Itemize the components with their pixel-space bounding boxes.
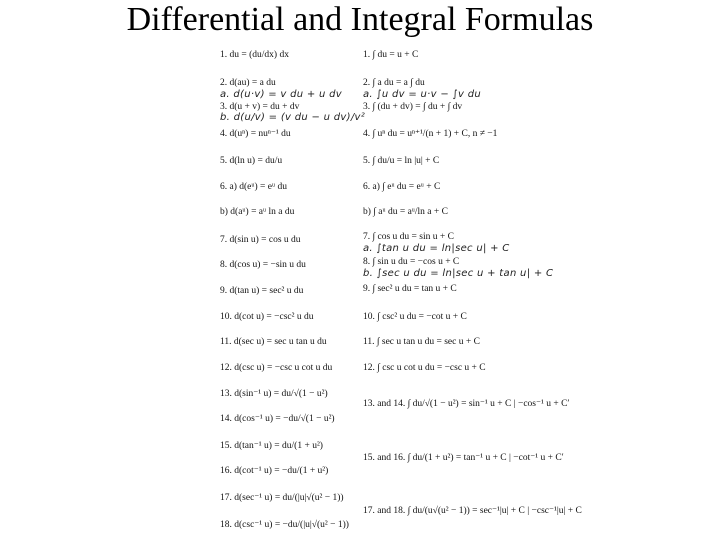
formula-row: 13. and 14. ∫ du/√(1 − u²) = sin⁻¹ u + C | −cos⁻¹ u + C′ bbox=[363, 399, 570, 409]
formula-row: 11. ∫ sec u tan u du = sec u + C bbox=[363, 337, 480, 347]
formula-row: 11. d(sec u) = sec u tan u du bbox=[220, 337, 327, 347]
formula-row: 6. a) ∫ eᵘ du = eᵘ + C bbox=[363, 182, 441, 192]
handwritten-formula: a. ∫tan u du = ln|sec u| + C bbox=[363, 243, 510, 254]
formula-row: 17. d(sec⁻¹ u) = du/(|u|√(u² − 1)) bbox=[220, 493, 344, 503]
formula-row: 7. d(sin u) = cos u du bbox=[220, 235, 301, 245]
formula-row: 7. ∫ cos u du = sin u + C bbox=[363, 232, 454, 242]
formula-row: 10. ∫ csc² u du = −cot u + C bbox=[363, 312, 467, 322]
formula-row: 3. ∫ (du + dv) = ∫ du + ∫ dv bbox=[363, 102, 463, 112]
formula-row: 10. d(cot u) = −csc² u du bbox=[220, 312, 314, 322]
formula-row: 1. du = (du/dx) dx bbox=[220, 50, 289, 60]
handwritten-formula: a. d(u·v) = v du + u dv bbox=[220, 89, 343, 100]
handwritten-formula: b. ∫sec u du = ln|sec u + tan u| + C bbox=[363, 268, 554, 279]
formula-row: b) ∫ aᵘ du = aᵘ/ln a + C bbox=[363, 207, 448, 217]
formula-row: 15. and 16. ∫ du/(1 + u²) = tan⁻¹ u + C | −cot⁻¹ u + C′ bbox=[363, 453, 564, 463]
formula-row: 17. and 18. ∫ du/(u√(u² − 1)) = sec⁻¹|u| + C | −csc⁻¹|u| + C bbox=[363, 506, 582, 516]
formula-row: 13. d(sin⁻¹ u) = du/√(1 − u²) bbox=[220, 389, 328, 399]
formula-row: 3. d(u + v) = du + dv bbox=[220, 102, 300, 112]
formula-row: 9. d(tan u) = sec² u du bbox=[220, 286, 304, 296]
formula-row: 12. ∫ csc u cot u du = −csc u + C bbox=[363, 363, 486, 373]
formula-row: 6. a) d(eᵘ) = eᵘ du bbox=[220, 182, 287, 192]
formula-row: 8. d(cos u) = −sin u du bbox=[220, 260, 306, 270]
page-title: Differential and Integral Formulas bbox=[126, 1, 594, 38]
handwritten-formula: a. ∫u dv = u·v − ∫v du bbox=[363, 89, 481, 100]
formula-row: 15. d(tan⁻¹ u) = du/(1 + u²) bbox=[220, 441, 323, 451]
formula-row: 5. d(ln u) = du/u bbox=[220, 156, 283, 166]
formula-row: 18. d(csc⁻¹ u) = −du/(|u|√(u² − 1)) bbox=[220, 520, 349, 530]
formula-row: 12. d(csc u) = −csc u cot u du bbox=[220, 363, 333, 373]
formula-row: 16. d(cot⁻¹ u) = −du/(1 + u²) bbox=[220, 466, 329, 476]
formula-row: b) d(aᵘ) = aᵘ ln a du bbox=[220, 207, 295, 217]
formula-row: 14. d(cos⁻¹ u) = −du/√(1 − u²) bbox=[220, 414, 335, 424]
formula-row: 4. d(uⁿ) = nuⁿ⁻¹ du bbox=[220, 129, 291, 139]
formula-row: 5. ∫ du/u = ln |u| + C bbox=[363, 156, 440, 166]
formula-row: 2. ∫ a du = a ∫ du bbox=[363, 78, 425, 88]
formula-row: 9. ∫ sec² u du = tan u + C bbox=[363, 284, 457, 294]
formula-row: 2. d(au) = a du bbox=[220, 78, 276, 88]
formula-row: 8. ∫ sin u du = −cos u + C bbox=[363, 257, 460, 267]
formula-row: 1. ∫ du = u + C bbox=[363, 50, 419, 60]
handwritten-formula: b. d(u/v) = (v du − u dv)/v² bbox=[220, 112, 366, 123]
formula-row: 4. ∫ uⁿ du = uⁿ⁺¹/(n + 1) + C, n ≠ −1 bbox=[363, 129, 498, 139]
